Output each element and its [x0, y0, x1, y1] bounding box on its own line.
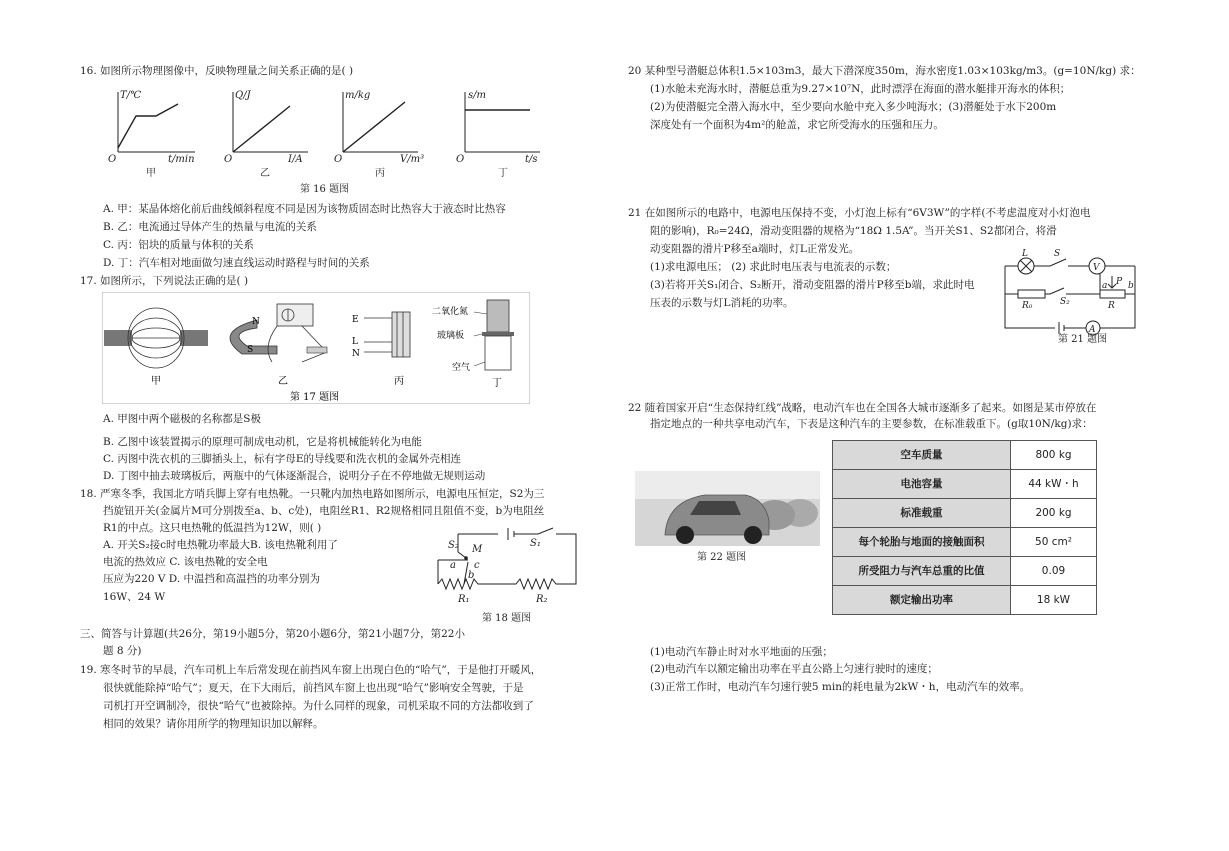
q17-label-d: 丁 — [492, 378, 502, 389]
q22-line-2: 指定地点的一种共享电动汽车，下表是这种汽车的主要参数，在标准载重下。(g取10N/kg)求： — [650, 418, 1093, 430]
q21-label-V: V — [1093, 263, 1100, 273]
q18-line-7: 16W、24 W — [103, 591, 166, 603]
q17-option-c: C. 丙图中洗衣机的三脚插头上，标有字母E的导线要和洗衣机的金属外壳相连 — [103, 453, 461, 465]
param-value: 200 kg — [1011, 499, 1097, 528]
g4-name: 丁 — [498, 168, 508, 179]
q22-question-2: (2)电动汽车以额定输出功率在平直公路上匀速行驶时的速度； — [650, 663, 938, 675]
g3-ylabel: m/kg — [345, 90, 371, 101]
q18-label-M: M — [472, 544, 483, 555]
param-name: 所受阻力与汽车总重的比值 — [833, 557, 1011, 586]
q18-line-1: 18. 严寒冬季，我国北方哨兵脚上穿有电热靴。一只靴内加热电路如图所示，电源电压恒定，S2为三 — [80, 488, 545, 500]
param-value: 18 kW — [1011, 586, 1097, 615]
q21-label-S2: S₂ — [1060, 297, 1070, 307]
q17-option-b: B. 乙图中该装置揭示的原理可制成电动机，它是将机械能转化为电能 — [103, 436, 422, 448]
g1-xlabel: t/min — [168, 154, 195, 165]
q17-stem: 17. 如图所示，下列说法正确的是( ) — [80, 275, 249, 287]
q22-question-3: (3)正常工作时，电动汽车匀速行驶5 min的耗电量为2kW・h，电动汽车的效率。 — [650, 681, 1031, 693]
q21-label-S: S — [1054, 249, 1061, 259]
q21-label-P: P — [1116, 277, 1123, 287]
q17-option-d: D. 丁图中抽去玻璃板后，两瓶中的气体逐渐混合，说明分子在不停地做无规则运动 — [103, 470, 486, 482]
param-value: 50 cm² — [1011, 528, 1097, 557]
q22-params-table — [832, 440, 1097, 615]
q21-line-3: 动变阻器的滑片P移至a端时，灯L正常发光。 — [650, 243, 860, 255]
q17-caption: 第 17 题图 — [290, 392, 340, 403]
q17-label-glass: 玻璃板 — [437, 331, 465, 341]
param-value: 800 kg — [1011, 441, 1097, 470]
g2-ylabel: Q/J — [235, 90, 251, 101]
q18-label-a: a — [450, 560, 456, 571]
q17-label-a: 甲 — [151, 376, 161, 387]
q16-option-a: A. 甲：某晶体熔化前后曲线倾斜程度不同是因为该物质固态时比热容大于液态时比热容 — [103, 203, 506, 215]
q22-car-photo — [635, 471, 820, 566]
q17-label-N: N — [252, 317, 260, 327]
q18-line-3: R1的中点。这只电热靴的低温挡为12W，则( ) — [103, 522, 322, 534]
q18-circuit — [428, 522, 583, 627]
q20-line-3: (2)为使潜艇完全潜入海水中，至少要向水舱中充入多少吨海水；(3)潜艇处于水下200m — [650, 101, 1057, 113]
q18-label-S2: S₂ — [448, 540, 459, 551]
param-name: 空车质量 — [833, 441, 1011, 470]
q21-label-L: L — [1022, 249, 1028, 259]
q16-caption: 第 16 题图 — [300, 184, 350, 195]
q21-caption: 第 21 题图 — [1058, 334, 1108, 345]
q17-label-b: 乙 — [278, 376, 288, 387]
q18-label-R1: R₁ — [458, 594, 470, 605]
params-row — [833, 499, 1097, 528]
section3-line-1: 三、简答与计算题(共26分，第19小题5分，第20小题6分，第21小题7分，第22小 — [80, 628, 465, 640]
g2-origin: O — [224, 154, 233, 165]
q16-option-b: B. 乙：电流通过导体产生的热量与电流的关系 — [103, 221, 317, 233]
q18-line-4: A. 开关S₂接c时电热靴功率最大B. 该电热靴利用了 — [103, 539, 338, 551]
q17-label-N2: N — [352, 349, 360, 359]
q21-label-b: b — [1128, 281, 1134, 291]
param-value: 0.09 — [1011, 557, 1097, 586]
params-row — [833, 586, 1097, 615]
q18-label-c: c — [474, 560, 480, 571]
q21-label-a: a — [1102, 281, 1108, 291]
q16-graphs — [100, 82, 540, 197]
g4-origin: O — [456, 154, 465, 165]
q21-circuit — [1000, 246, 1145, 346]
q21-label-A: A — [1089, 325, 1096, 335]
g1-name: 甲 — [146, 168, 156, 179]
q17-option-a: A. 甲图中两个磁极的名称都是S极 — [103, 413, 261, 425]
q20-line-4: 深度处有一个面积为4m²的舱盖，求它所受海水的压强和压力。 — [650, 119, 944, 131]
q18-line-2: 挡旋钮开关(金属片M可分别拨至a、b、c处)，电阻丝R1、R2规格相同且阻值不变，b为电阻丝 — [103, 505, 545, 517]
q19-line-1: 19. 寒冬时节的早晨，汽车司机上车后常发现在前挡风车窗上出现白色的“哈气”，于是他打开暖风， — [80, 664, 542, 676]
param-name: 每个轮胎与地面的接触面积 — [833, 528, 1011, 557]
g3-xlabel: V/m³ — [400, 154, 425, 165]
q17-label-S: S — [247, 345, 254, 355]
q17-label-co2: 二氧化氮 — [432, 307, 469, 317]
q18-label-S1: S₁ — [530, 538, 541, 549]
g2-xlabel: I/A — [288, 154, 303, 165]
param-name: 标准载重 — [833, 499, 1011, 528]
q16-option-c: C. 丙：铝块的质量与体积的关系 — [103, 239, 254, 251]
q21-line-5: (3)若将开关S₁闭合、S₂断开，滑动变阻器的滑片P移至b端，求此时电 — [650, 279, 975, 291]
q20-line-1: 20 某种型号潜艇总体积1.5×103m3，最大下潜深度350m，海水密度1.03×103kg/m3。(g=10N/kg) 求： — [628, 65, 1141, 77]
q19-line-3: 司机打开空调制冷，很快“哈气”也被除掉。为什么同样的现象，司机采取不同的方法都收到了 — [103, 700, 534, 712]
g3-origin: O — [334, 154, 343, 165]
q19-line-2: 很快就能除掉“哈气”；夏天，在下大雨后，前挡风车窗上也出现“哈气”影响安全驾驶，于是 — [103, 682, 524, 694]
q22-question-1: (1)电动汽车静止时对水平地面的压强； — [650, 646, 833, 658]
g1-origin: O — [108, 154, 117, 165]
q18-line-6: 压应为220 V D. 中温挡和高温挡的功率分别为 — [103, 573, 321, 585]
q17-label-L: L — [352, 337, 358, 347]
params-row — [833, 528, 1097, 557]
g1-ylabel: T/℃ — [120, 90, 142, 101]
q22-line-1: 22 随着国家开启“生态保持红线”战略，电动汽车也在全国各大城市逐渐多了起来。如图是某市停放在 — [628, 402, 1097, 414]
q19-line-4: 相同的效果？请你用所学的物理知识加以解释。 — [103, 718, 324, 730]
q18-label-R2: R₂ — [536, 594, 548, 605]
q21-line-4: (1)求电源电压； (2) 求此时电压表与电流表的示数； — [650, 261, 897, 273]
q16-stem: 16. 如图所示物理图像中，反映物理量之间关系正确的是( ) — [80, 65, 354, 77]
param-value: 44 kW・h — [1011, 470, 1097, 499]
q20-line-2: (1)水舱未充海水时，潜艇总重为9.27×10⁷N，此时漂浮在海面的潜水艇排开海水的体积； — [650, 83, 1071, 95]
q17-label-E: E — [352, 315, 359, 325]
params-row — [833, 470, 1097, 499]
q17-figure — [102, 292, 530, 404]
param-name: 电池容量 — [833, 470, 1011, 499]
q18-label-b: b — [468, 570, 475, 581]
section3-line-2: 题 8 分) — [103, 645, 142, 657]
q17-label-air: 空气 — [452, 363, 471, 373]
q21-label-R0: R₀ — [1022, 301, 1033, 311]
q18-caption: 第 18 题图 — [482, 613, 532, 624]
params-row — [833, 441, 1097, 470]
q21-line-1: 21 在如图所示的电路中，电源电压保持不变，小灯泡上标有“6V3W”的字样(不考虑温度对小灯泡电 — [628, 207, 1091, 219]
g3-name: 丙 — [375, 168, 385, 179]
q16-option-d: D. 丁：汽车相对地面做匀速直线运动时路程与时间的关系 — [103, 257, 370, 269]
q21-line-6: 压表的示数与灯L消耗的功率。 — [650, 297, 794, 309]
q18-line-5: 电流的热效应 C. 该电热靴的安全电 — [103, 556, 268, 568]
params-row — [833, 557, 1097, 586]
g4-ylabel: s/m — [468, 90, 486, 101]
g4-xlabel: t/s — [525, 154, 538, 165]
q21-label-R: R — [1108, 301, 1115, 311]
param-name: 额定输出功率 — [833, 586, 1011, 615]
q17-label-c: 丙 — [394, 376, 404, 387]
q21-line-2: 阻的影响)，R₀=24Ω，滑动变阻器的规格为“18Ω 1.5A”。当开关S1、S2都闭合，将滑 — [650, 225, 1057, 237]
g2-name: 乙 — [260, 168, 270, 179]
q22-caption: 第 22 题图 — [697, 552, 747, 563]
